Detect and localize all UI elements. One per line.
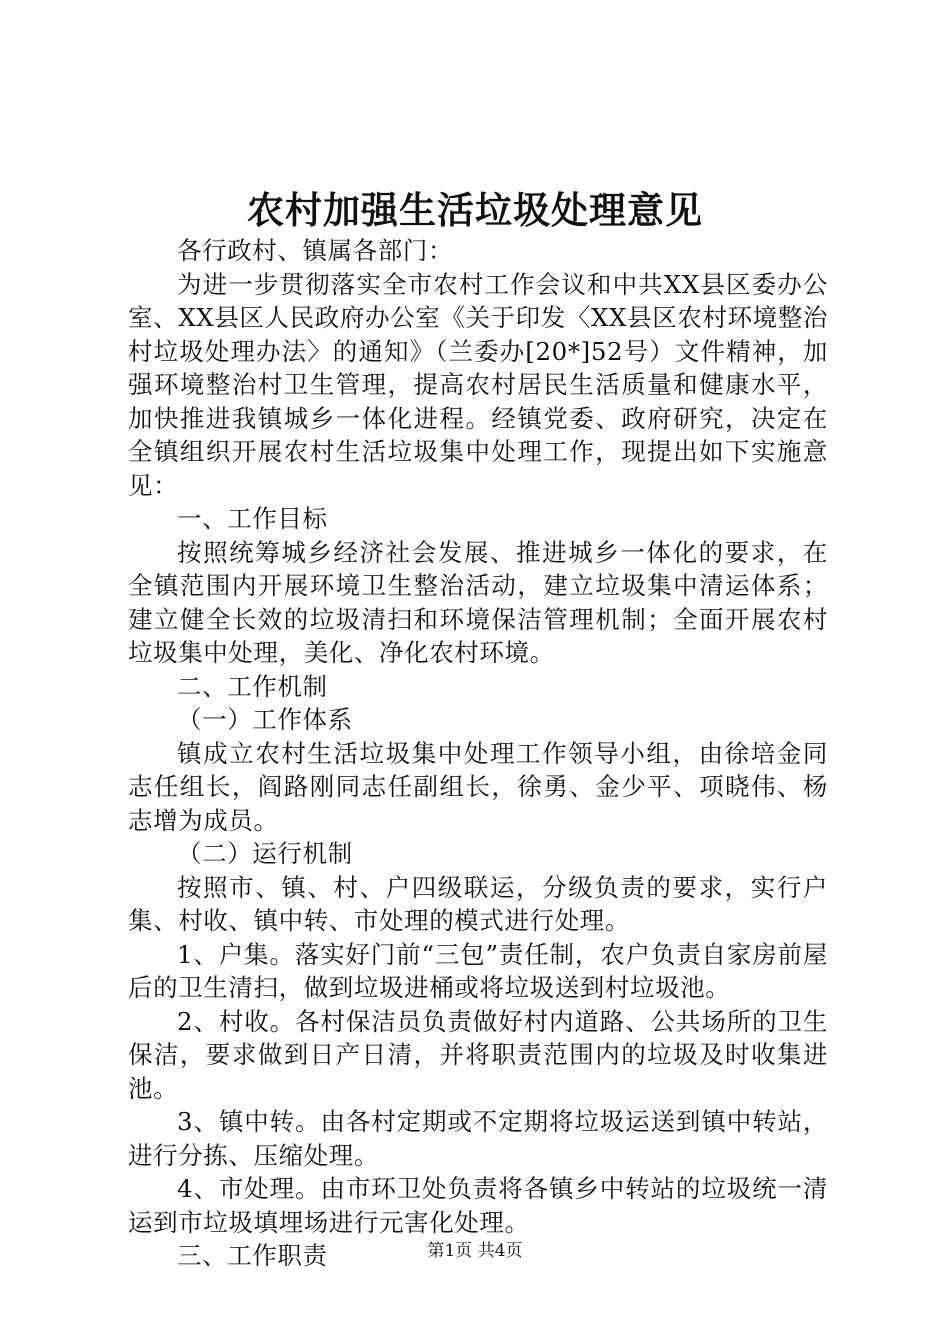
goals-paragraph: 按照统筹城乡经济社会发展、推进城乡一体化的要求，在全镇范围内开展环境卫生整治活动，建立垃圾集中清运体系；建立健全长效的垃圾清扫和环境保洁管理机制；全面开展农村垃圾集中处理，美化、净化农村环境。	[128, 537, 828, 667]
salutation-paragraph: 各行政村、镇属各部门：	[177, 236, 454, 265]
document-title: 农村加强生活垃圾处理意见	[247, 188, 703, 232]
list-item-city: 4、市处理。由市环卫处负责将各镇乡中转站的垃圾统一清运到市垃圾填埋场进行元害化处理。	[128, 1174, 828, 1237]
list-item-town: 3、镇中转。由各村定期或不定期将垃圾运送到镇中转站，进行分拣、压缩处理。	[128, 1107, 828, 1170]
list-item-household: 1、户集。落实好门前“三包”责任制，农户负责自家房前屋后的卫生清扫，做到垃圾进桶或将垃圾送到村垃圾池。	[128, 939, 828, 1002]
section-heading-duties: 三、工作职责	[177, 1241, 328, 1270]
subheading-system: （一）工作体系	[177, 705, 353, 734]
subheading-operation: （二）运行机制	[177, 839, 353, 868]
intro-paragraph: 为进一步贯彻落实全市农村工作会议和中共XX县区委办公室、XX县区人民政府办公室《关于印发〈XX县区农村环境整治村垃圾处理办法〉的通知》（兰委办[20*]52号）文件精神，加强环境整治村卫生管理，提高农村居民生活质量和健康水平，加快推进我镇城乡一体化进程。经镇党委、政府研究，决定在全镇组织开展农村生活垃圾集中处理工作，现提出如下实施意见：	[128, 269, 828, 500]
section-heading-goals: 一、工作目标	[177, 504, 328, 533]
system-paragraph: 镇成立农村生活垃圾集中处理工作领导小组，由徐培金同志任组长，阎路刚同志任副组长，徐勇、金少平、项晓伟、杨志增为成员。	[128, 738, 828, 835]
list-item-village: 2、村收。各村保洁员负责做好村内道路、公共场所的卫生保洁，要求做到日产日清，并将职责范围内的垃圾及时收集进池。	[128, 1006, 828, 1103]
page-number-footer: 第1页 共4页	[427, 1241, 523, 1261]
document-body	[128, 234, 828, 1273]
section-heading-mechanism: 二、工作机制	[177, 671, 328, 701]
operation-paragraph: 按照市、镇、村、户四级联运，分级负责的要求，实行户集、村收、镇中转、市处理的模式进行处理。	[128, 872, 828, 935]
